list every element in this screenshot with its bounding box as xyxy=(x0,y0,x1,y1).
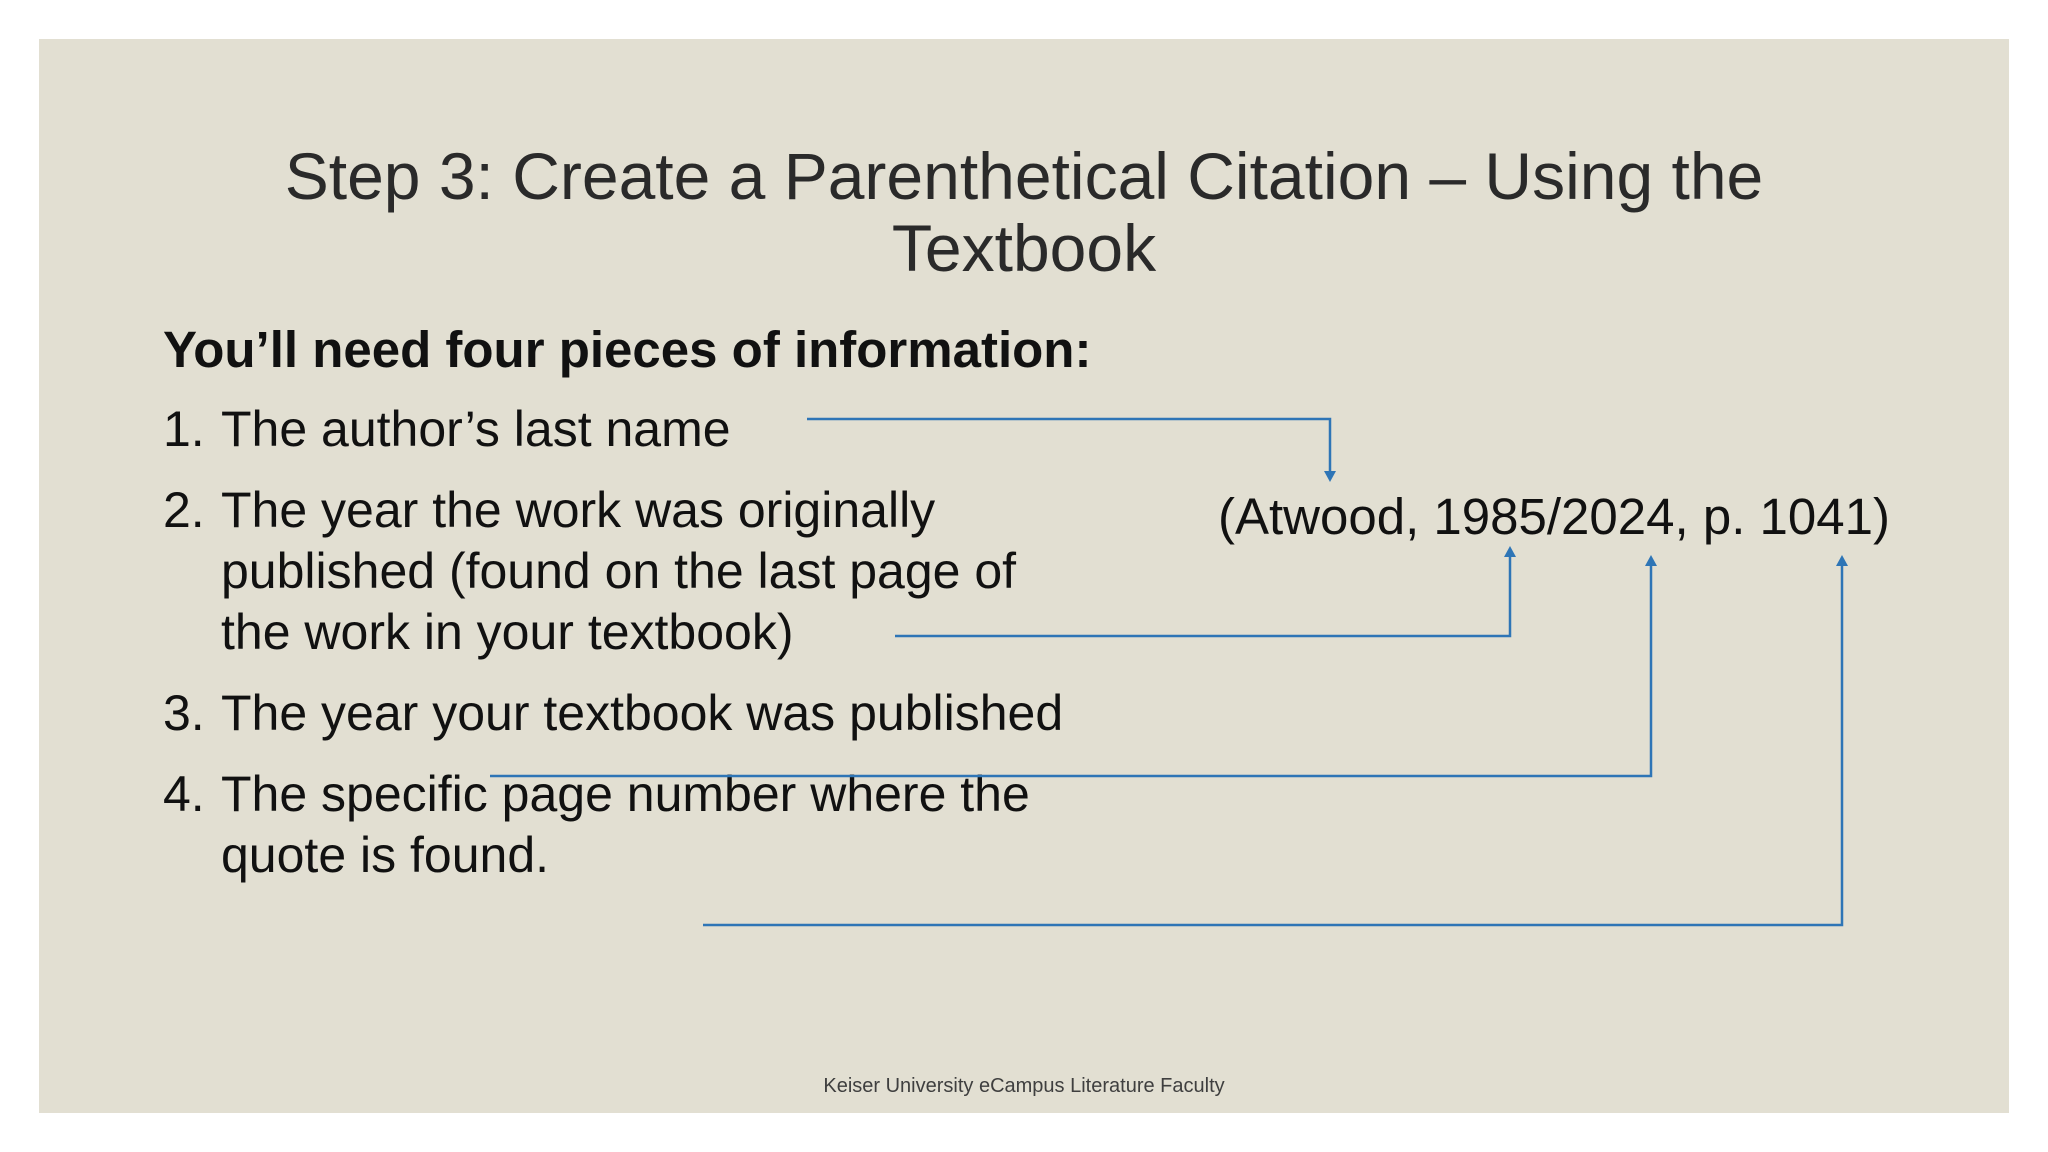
list-number: 2. xyxy=(163,482,205,538)
list-number: 1. xyxy=(163,401,205,457)
slide-title: Step 3: Create a Parenthetical Citation – Using the Textbook xyxy=(284,139,1764,285)
slide-subheading: You’ll need four pieces of information: xyxy=(163,321,1092,378)
information-list xyxy=(163,399,1081,906)
list-number: 3. xyxy=(163,685,205,741)
list-item-original-year xyxy=(163,480,1081,663)
slide-footer: Keiser University eCampus Literature Faculty xyxy=(823,1075,1225,1097)
list-item-author xyxy=(163,399,1081,460)
list-text: The specific page number where the quote is found. xyxy=(221,766,1030,883)
example-citation: (Atwood, 1985/2024, p. 1041) xyxy=(1218,488,1890,545)
list-text: The year your textbook was published xyxy=(221,685,1064,741)
list-item-page-number xyxy=(163,764,1081,886)
list-item-textbook-year xyxy=(163,683,1081,744)
list-text: The author’s last name xyxy=(221,401,731,457)
list-text: The year the work was originally published (found on the last page of the work in your textbook) xyxy=(221,482,1017,660)
list-number: 4. xyxy=(163,766,205,822)
